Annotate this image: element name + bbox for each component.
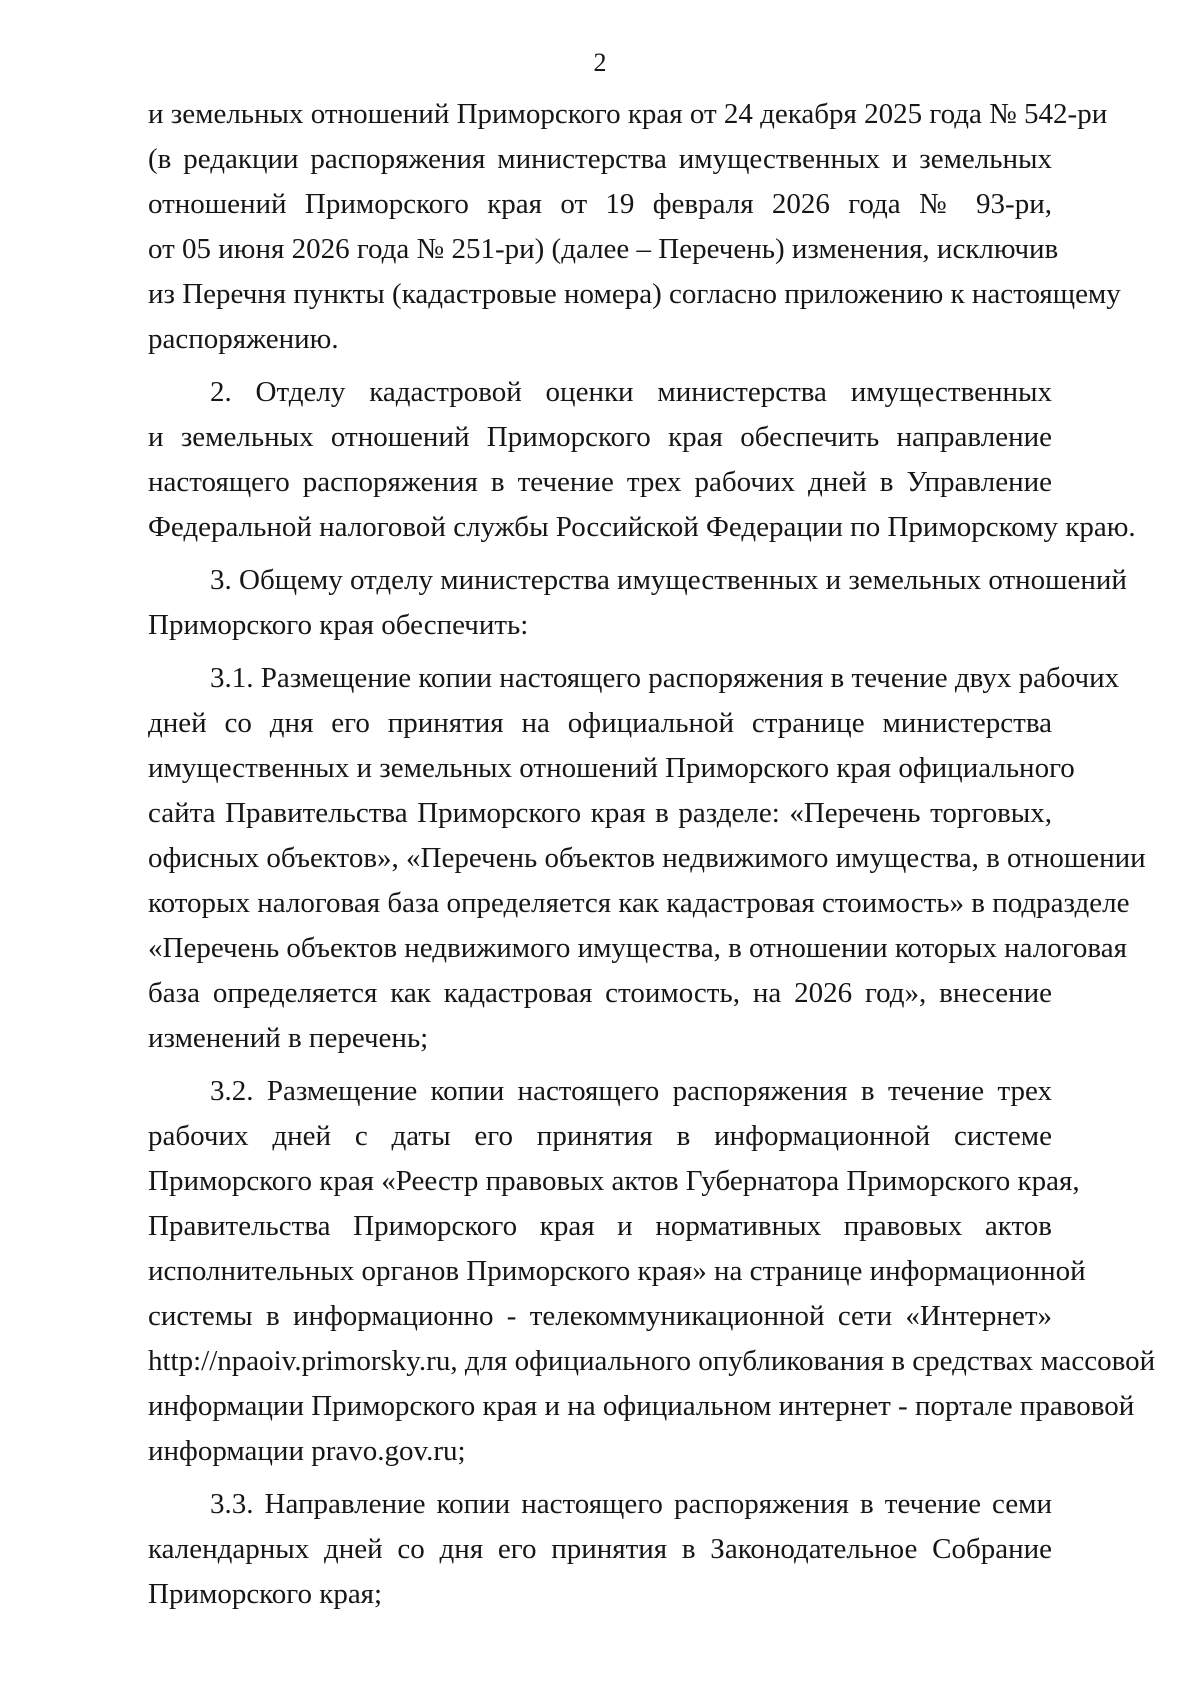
text-line: Федеральной налоговой службы Российской Федерации по Приморскому краю. [148,511,1136,543]
text-line: сайта Правительства Приморского края в разделе: «Перечень торговых, [148,797,1052,829]
text-line: база определяется как кадастровая стоимость, на 2026 год», внесение [148,977,1052,1009]
text-line: «Перечень объектов недвижимого имущества, в отношении которых налоговая [148,932,1127,964]
text-line: системы в информационно - телекоммуникационной сети «Интернет» [148,1300,1052,1332]
text-line: и земельных отношений Приморского края от 24 декабря 2025 года № 542-ри [148,98,1108,130]
text-line: настоящего распоряжения в течение трех рабочих дней в Управление [148,466,1052,498]
text-line: имущественных и земельных отношений Приморского края официального [148,752,1075,784]
text-line: которых налоговая база определяется как кадастровая стоимость» в подразделе [148,887,1130,919]
text-line: дней со дня его принятия на официальной странице министерства [148,707,1052,739]
text-line: отношений Приморского края от 19 февраля 2026 года № 93-ри, [148,188,1052,220]
text-line: (в редакции распоряжения министерства имущественных и земельных [148,143,1052,175]
text-line: Правительства Приморского края и нормативных правовых актов [148,1210,1052,1242]
text-line: http://npaoiv.primorsky.ru, для официального опубликования в средствах массовой [148,1345,1156,1377]
text-line: офисных объектов», «Перечень объектов недвижимого имущества, в отношении [148,842,1146,874]
paragraph-2-start: 2. Отделу кадастровой оценки министерства имущественных [210,376,1052,408]
paragraph-3-start: 3. Общему отделу министерства имущественных и земельных отношений [210,564,1127,596]
paragraph-3-2-start: 3.2. Размещение копии настоящего распоряжения в течение трех [210,1075,1052,1107]
page-number: 2 [593,48,607,77]
text-line: Приморского края обеспечить: [148,609,529,641]
text-line: информации Приморского края и на официальном интернет - портале правовой [148,1390,1135,1422]
text-line: изменений в перечень; [148,1022,429,1054]
text-line: исполнительных органов Приморского края» на странице информационной [148,1255,1086,1287]
text-line: рабочих дней с даты его принятия в информационной системе [148,1120,1052,1152]
paragraph-3-3-start: 3.3. Направление копии настоящего распоряжения в течение семи [210,1488,1052,1520]
paragraph-3-1-start: 3.1. Размещение копии настоящего распоряжения в течение двух рабочих [210,662,1120,694]
text-line: из Перечня пункты (кадастровые номера) согласно приложению к настоящему [148,278,1121,310]
text-line: информации pravo.gov.ru; [148,1435,466,1467]
document-body [148,92,1156,1617]
text-line: Приморского края «Реестр правовых актов Губернатора Приморского края, [148,1165,1080,1197]
text-line: Приморского края; [148,1578,383,1610]
text-line: календарных дней со дня его принятия в Законодательное Собрание [148,1533,1052,1565]
text-line: распоряжению. [148,323,339,355]
text-line: от 05 июня 2026 года № 251-ри) (далее – Перечень) изменения, исключив [148,233,1059,265]
text-line: и земельных отношений Приморского края обеспечить направление [148,421,1052,453]
